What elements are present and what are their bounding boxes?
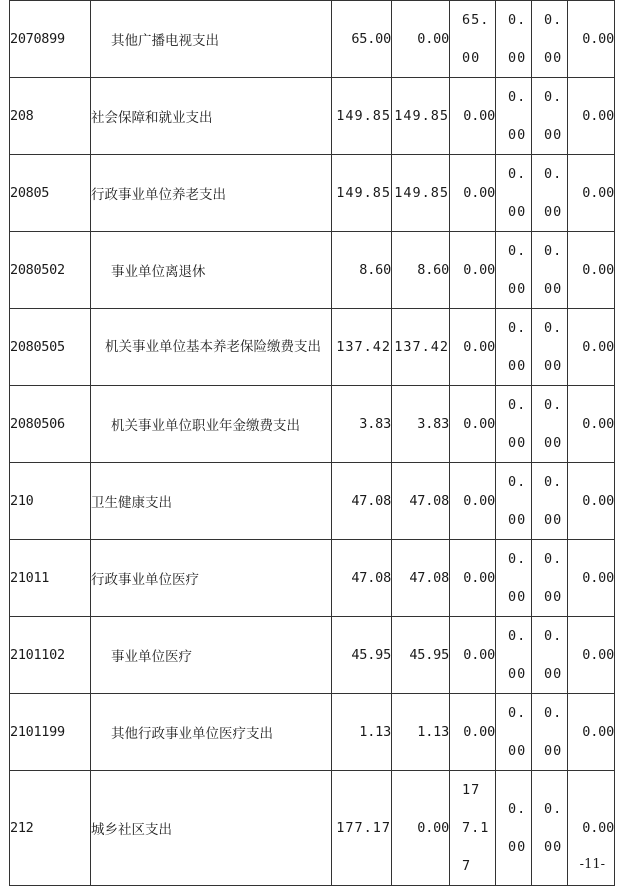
col6-amount-cell: 0.00 — [568, 155, 615, 232]
col6-amount-cell: 0.00 — [568, 232, 615, 309]
table-row — [10, 463, 615, 540]
col6-amount-cell: 0.00 — [568, 463, 615, 540]
subject-name-cell: 其他广播电视支出 — [91, 1, 332, 78]
basic-amount-cell: 149.85 — [392, 78, 450, 155]
table-row — [10, 309, 615, 386]
col4-amount-cell: 0.00 — [496, 463, 532, 540]
project-amount-cell: 0.00 — [450, 617, 496, 694]
basic-amount-cell: 137.42 — [392, 309, 450, 386]
col4-amount-cell: 0.00 — [496, 386, 532, 463]
subject-code-cell: 21011 — [10, 540, 91, 617]
project-amount-cell: 65.00 — [450, 1, 496, 78]
table-row — [10, 232, 615, 309]
subject-name-cell: 社会保障和就业支出 — [91, 78, 332, 155]
col4-amount-cell: 0.00 — [496, 232, 532, 309]
total-amount-cell: 8.60 — [332, 232, 392, 309]
subject-name-cell: 事业单位医疗 — [91, 617, 332, 694]
subject-code-cell: 2101102 — [10, 617, 91, 694]
subject-code-cell: 208 — [10, 78, 91, 155]
subject-code-cell: 2080502 — [10, 232, 91, 309]
basic-amount-cell: 8.60 — [392, 232, 450, 309]
col5-amount-cell: 0.00 — [532, 309, 568, 386]
col5-amount-cell: 0.00 — [532, 1, 568, 78]
col4-amount-cell: 0.00 — [496, 617, 532, 694]
subject-code-cell: 2080506 — [10, 386, 91, 463]
total-amount-cell: 149.85 — [332, 78, 392, 155]
table-row — [10, 78, 615, 155]
col4-amount-cell: 0.00 — [496, 155, 532, 232]
subject-name-cell: 机关事业单位基本养老保险缴费支出 — [91, 309, 332, 386]
subject-code-cell: 2101199 — [10, 694, 91, 771]
total-amount-cell: 137.42 — [332, 309, 392, 386]
col4-amount-cell: 0.00 — [496, 540, 532, 617]
col5-amount-cell: 0.00 — [532, 155, 568, 232]
total-amount-cell: 177.17 — [332, 771, 392, 886]
col6-amount-cell: 0.00 — [568, 771, 615, 886]
col6-amount-cell: 0.00 — [568, 540, 615, 617]
col6-amount-cell: 0.00 — [568, 694, 615, 771]
basic-amount-cell: 47.08 — [392, 540, 450, 617]
subject-code-cell: 2070899 — [10, 1, 91, 78]
total-amount-cell: 65.00 — [332, 1, 392, 78]
col6-amount-cell: 0.00 — [568, 617, 615, 694]
total-amount-cell: 149.85 — [332, 155, 392, 232]
subject-name-cell: 其他行政事业单位医疗支出 — [91, 694, 332, 771]
subject-name-cell: 城乡社区支出 — [91, 771, 332, 886]
col6-amount-cell: 0.00 — [568, 1, 615, 78]
table-row — [10, 540, 615, 617]
col5-amount-cell: 0.00 — [532, 232, 568, 309]
basic-amount-cell: 0.00 — [392, 771, 450, 886]
total-amount-cell: 47.08 — [332, 540, 392, 617]
col5-amount-cell: 0.00 — [532, 694, 568, 771]
col4-amount-cell: 0.00 — [496, 309, 532, 386]
subject-code-cell: 2080505 — [10, 309, 91, 386]
col5-amount-cell: 0.00 — [532, 771, 568, 886]
project-amount-cell: 0.00 — [450, 463, 496, 540]
project-amount-cell: 0.00 — [450, 78, 496, 155]
col4-amount-cell: 0.00 — [496, 78, 532, 155]
project-amount-cell: 0.00 — [450, 309, 496, 386]
col5-amount-cell: 0.00 — [532, 386, 568, 463]
basic-amount-cell: 0.00 — [392, 1, 450, 78]
subject-name-cell: 机关事业单位职业年金缴费支出 — [91, 386, 332, 463]
page-number: -11- — [579, 857, 605, 872]
col6-amount-cell: 0.00 — [568, 386, 615, 463]
basic-amount-cell: 1.13 — [392, 694, 450, 771]
subject-code-cell: 20805 — [10, 155, 91, 232]
col5-amount-cell: 0.00 — [532, 463, 568, 540]
col5-amount-cell: 0.00 — [532, 617, 568, 694]
col4-amount-cell: 0.00 — [496, 1, 532, 78]
total-amount-cell: 45.95 — [332, 617, 392, 694]
col4-amount-cell: 0.00 — [496, 771, 532, 886]
col5-amount-cell: 0.00 — [532, 540, 568, 617]
subject-name-cell: 行政事业单位养老支出 — [91, 155, 332, 232]
basic-amount-cell: 3.83 — [392, 386, 450, 463]
col6-amount-cell: 0.00 — [568, 78, 615, 155]
table-row — [10, 771, 615, 886]
subject-name-cell: 卫生健康支出 — [91, 463, 332, 540]
total-amount-cell: 3.83 — [332, 386, 392, 463]
project-amount-cell: 177.17 — [450, 771, 496, 886]
total-amount-cell: 1.13 — [332, 694, 392, 771]
project-amount-cell: 0.00 — [450, 232, 496, 309]
basic-amount-cell: 149.85 — [392, 155, 450, 232]
subject-code-cell: 210 — [10, 463, 91, 540]
table-row — [10, 1, 615, 78]
table-row — [10, 617, 615, 694]
subject-code-cell: 212 — [10, 771, 91, 886]
project-amount-cell: 0.00 — [450, 694, 496, 771]
table-row — [10, 155, 615, 232]
project-amount-cell: 0.00 — [450, 386, 496, 463]
col6-amount-cell: 0.00 — [568, 309, 615, 386]
table-row — [10, 386, 615, 463]
project-amount-cell: 0.00 — [450, 155, 496, 232]
total-amount-cell: 47.08 — [332, 463, 392, 540]
basic-amount-cell: 45.95 — [392, 617, 450, 694]
subject-name-cell: 事业单位离退休 — [91, 232, 332, 309]
subject-name-cell: 行政事业单位医疗 — [91, 540, 332, 617]
project-amount-cell: 0.00 — [450, 540, 496, 617]
col4-amount-cell: 0.00 — [496, 694, 532, 771]
table-row — [10, 694, 615, 771]
basic-amount-cell: 47.08 — [392, 463, 450, 540]
col5-amount-cell: 0.00 — [532, 78, 568, 155]
budget-expenditure-table — [9, 0, 615, 886]
